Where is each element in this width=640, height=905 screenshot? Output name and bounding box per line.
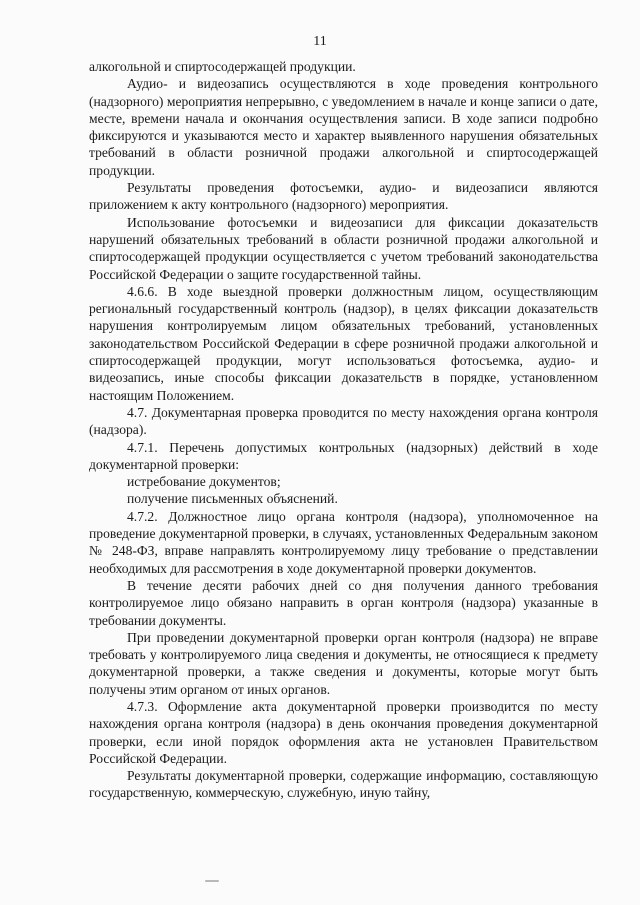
paragraph-14: Результаты документарной проверки, содержащие информацию, составляющую государственную, коммерческую, служебную, иную тайну,	[89, 768, 598, 801]
paragraph-4: Использование фотосъемки и видеозаписи для фиксации доказательств нарушений обязательных требований в области розничной продажи алкогольной и спиртосодержащей продукции осуществляется с учетом требований законодательства Российской Федерации о защите государственной тайны.	[89, 214, 598, 282]
scan-artifact	[205, 880, 219, 882]
paragraph-13: 4.7.3. Оформление акта документарной проверки производится по месту нахождения органа контроля (надзора) в день окончания проведения документарной проверки, если иной порядок оформления акта не установлен Правительством Российской Федерации.	[89, 698, 598, 766]
paragraph-10: 4.7.2. Должностное лицо органа контроля (надзора), уполномоченное на проведение документарной проверки, в случаях, установленных Федеральным законом № 248-ФЗ, вправе направлять контролируемому лицу требование о представлении необходимых для рассмотрения в ходе документарной проверки документов.	[89, 508, 598, 576]
paragraph-5: 4.6.6. В ходе выездной проверки должностным лицом, осуществляющим региональный государственный контроль (надзор), в целях фиксации доказательств нарушения контролируемым лицом обязательных требований, установленных законодательством Российской Федерации в сфере розничной продажи алкогольной и спиртосодержащей продукции, могут использоваться фотосъемка, аудио- и видеозапись, иные способы фиксации доказательств в порядке, установленном настоящим Положением.	[89, 283, 598, 403]
paragraph-1: алкогольной и спиртосодержащей продукции.	[89, 59, 356, 74]
paragraph-11: В течение десяти рабочих дней со дня получения данного требования контролируемое лицо обязано направить в орган контроля (надзора) указанные в требовании документы.	[89, 577, 598, 628]
paragraph-12: При проведении документарной проверки орган контроля (надзора) не вправе требовать у контролируемого лица сведения и документы, не относящиеся к предмету документарной проверки, а также сведения и документы, которые могут быть получены этим органом от иных органов.	[89, 629, 598, 697]
list-item-2: получение письменных объяснений.	[127, 491, 338, 507]
paragraph-2: Аудио- и видеозапись осуществляются в ходе проведения контрольного (надзорного) мероприятия непрерывно, с уведомлением в начале и конце записи о дате, месте, времени начала и окончания осуществления записи. В ходе записи подробно фиксируются и указываются место и характер выявленного нарушения обязательных требований в области розничной продажи алкогольной и спиртосодержащей продукции.	[89, 76, 598, 178]
paragraph-7: 4.7.1. Перечень допустимых контрольных (надзорных) действий в ходе документарной проверки:	[89, 439, 598, 472]
paragraph-3: Результаты проведения фотосъемки, аудио- и видеозаписи являются приложением к акту контрольного (надзорного) мероприятия.	[89, 180, 598, 213]
page-number: 11	[313, 34, 327, 49]
document-body	[89, 58, 598, 802]
paragraph-6: 4.7. Документарная проверка проводится по месту нахождения органа контроля (надзора).	[89, 404, 598, 438]
list-item-1: истребование документов;	[127, 474, 281, 490]
